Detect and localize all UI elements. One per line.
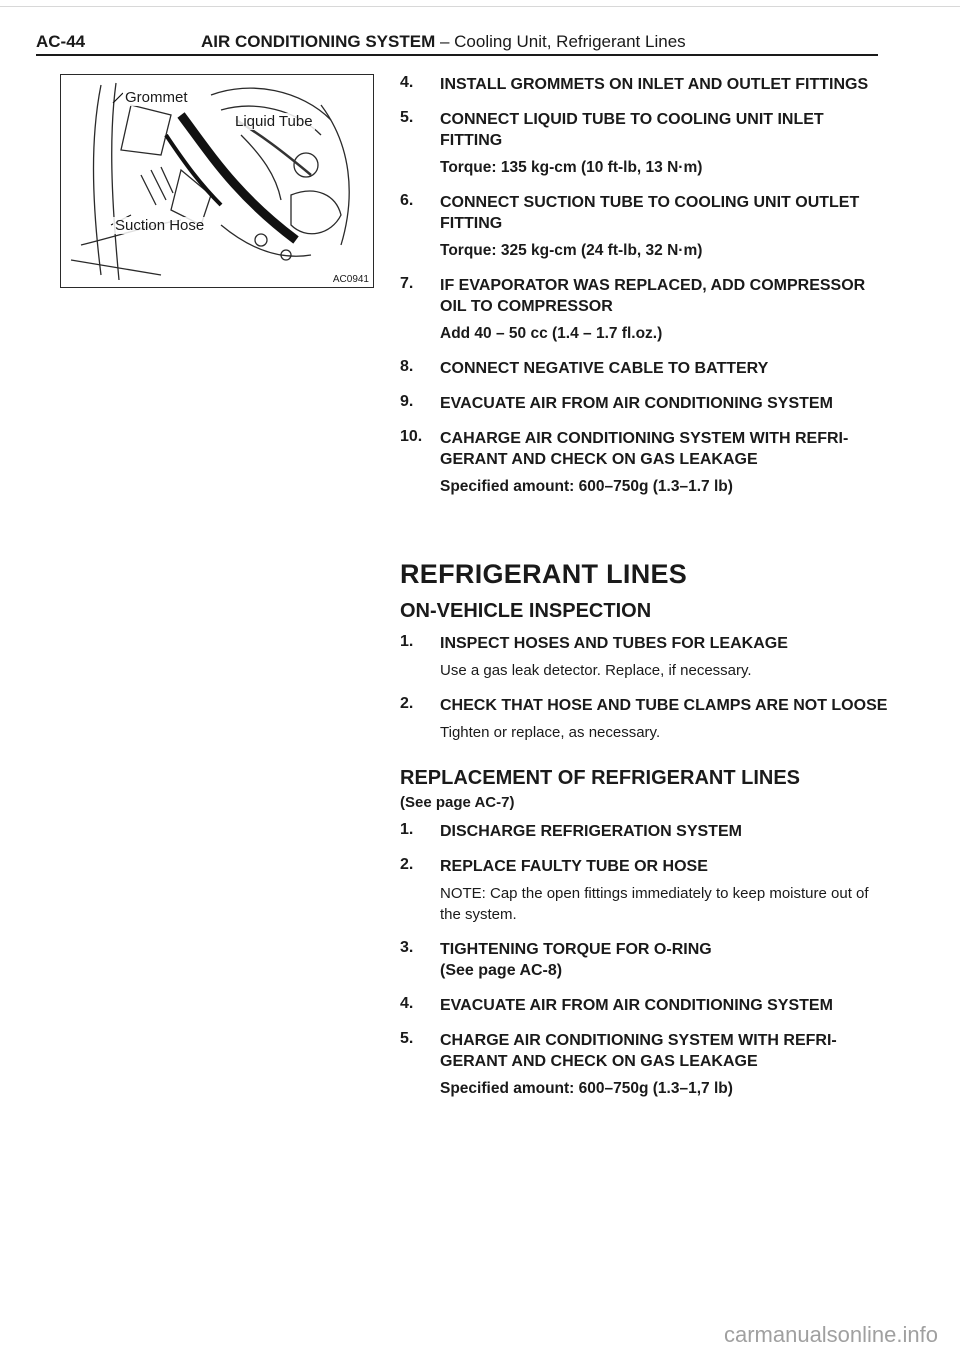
step-spec: Add 40 – 50 cc (1.4 – 1.7 fl.oz.) [440,325,663,342]
step-number: 2. [400,695,414,712]
list-item [400,358,890,379]
subheading-on-vehicle-inspection: ON-VEHICLE INSPECTION [400,600,652,622]
step-title-reference: (See page AC-8) [440,962,563,979]
step-number: 3. [400,939,414,956]
step-number: 8. [400,358,414,375]
step-title: DISCHARGE REFRIGERATION SYSTEM [440,823,742,840]
step-note: Use a gas leak detector. Replace, if necessary. [440,662,752,679]
section-heading-refrigerant-lines: REFRIGERANT LINES [400,559,688,589]
list-item [400,856,890,925]
step-spec: Specified amount: 600–750g (1.3–1,7 lb) [440,1080,733,1097]
page-content [400,74,890,1113]
figure-label-liquid-tube: Liquid Tube [235,113,313,130]
step-title: IF EVAPORATOR WAS REPLACED, ADD COMPRESSOR OIL TO COMPRESSOR [440,277,866,315]
section-title-sub: – Cooling Unit, Refrigerant Lines [435,32,686,51]
step-number: 6. [400,192,414,209]
step-number: 1. [400,821,414,838]
step-number: 5. [400,109,414,126]
list-item [400,428,890,497]
step-title: CAHARGE AIR CONDITIONING SYSTEM WITH REFRI-GERANT AND CHECK ON GAS LEAKAGE [440,430,849,468]
step-note: Tighten or replace, as necessary. [440,724,661,741]
step-title: CONNECT NEGATIVE CABLE TO BATTERY [440,360,769,377]
step-title: REPLACE FAULTY TUBE OR HOSE [440,858,708,875]
list-item [400,393,890,414]
step-spec: Torque: 135 kg-cm (10 ft-lb, 13 N·m) [440,159,703,176]
step-number: 9. [400,393,414,410]
list-item [400,192,890,261]
cooling-unit-illustration [61,75,374,288]
list-item [400,939,890,981]
step-title: EVACUATE AIR FROM AIR CONDITIONING SYSTEM [440,997,833,1014]
page-number: AC-44 [36,32,86,51]
step-title: CONNECT SUCTION TUBE TO COOLING UNIT OUTLET FITTING [440,194,860,232]
step-title: CHARGE AIR CONDITIONING SYSTEM WITH REFRI-GERANT AND CHECK ON GAS LEAKAGE [440,1032,837,1070]
figure-code: AC0941 [332,274,369,285]
step-number: 1. [400,633,414,650]
step-number: 7. [400,275,414,292]
step-spec: Torque: 325 kg-cm (24 ft-lb, 32 N·m) [440,242,703,259]
step-number: 4. [400,995,414,1012]
figure-label-grommet: Grommet [125,89,188,106]
step-number: 5. [400,1030,414,1047]
list-item [400,995,890,1016]
page-header [36,30,878,56]
watermark: carmanualsonline.info [723,1322,938,1347]
see-page-reference: (See page AC-7) [400,794,515,811]
list-item [400,275,890,344]
step-title: INSTALL GROMMETS ON INLET AND OUTLET FITTINGS [440,76,869,93]
section-title-main: AIR CONDITIONING SYSTEM [201,32,436,51]
step-title: EVACUATE AIR FROM AIR CONDITIONING SYSTEM [440,395,833,412]
figure-label-suction-hose: Suction Hose [115,217,205,234]
list-item [400,109,890,178]
step-title: CHECK THAT HOSE AND TUBE CLAMPS ARE NOT LOOSE [440,697,888,714]
list-item [400,633,890,681]
step-title: CONNECT LIQUID TUBE TO COOLING UNIT INLET FITTING [440,111,824,149]
list-item [400,821,890,842]
step-number: 4. [400,74,414,91]
step-spec: Specified amount: 600–750g (1.3–1.7 lb) [440,478,733,495]
step-number: 10. [400,428,423,445]
step-note: NOTE: Cap the open fittings immediately to keep moisture out of the system. [440,885,869,923]
step-number: 2. [400,856,414,873]
top-scan-rule [0,6,960,7]
figure-cooling-unit [60,74,374,288]
header-rule [36,54,878,56]
step-title: TIGHTENING TORQUE FOR O-RING [440,941,712,958]
step-title: INSPECT HOSES AND TUBES FOR LEAKAGE [440,635,788,652]
list-item [400,1030,890,1099]
list-item [400,695,890,743]
subheading-replacement: REPLACEMENT OF REFRIGERANT LINES [400,767,801,789]
list-item [400,74,890,95]
section-title [201,32,686,52]
